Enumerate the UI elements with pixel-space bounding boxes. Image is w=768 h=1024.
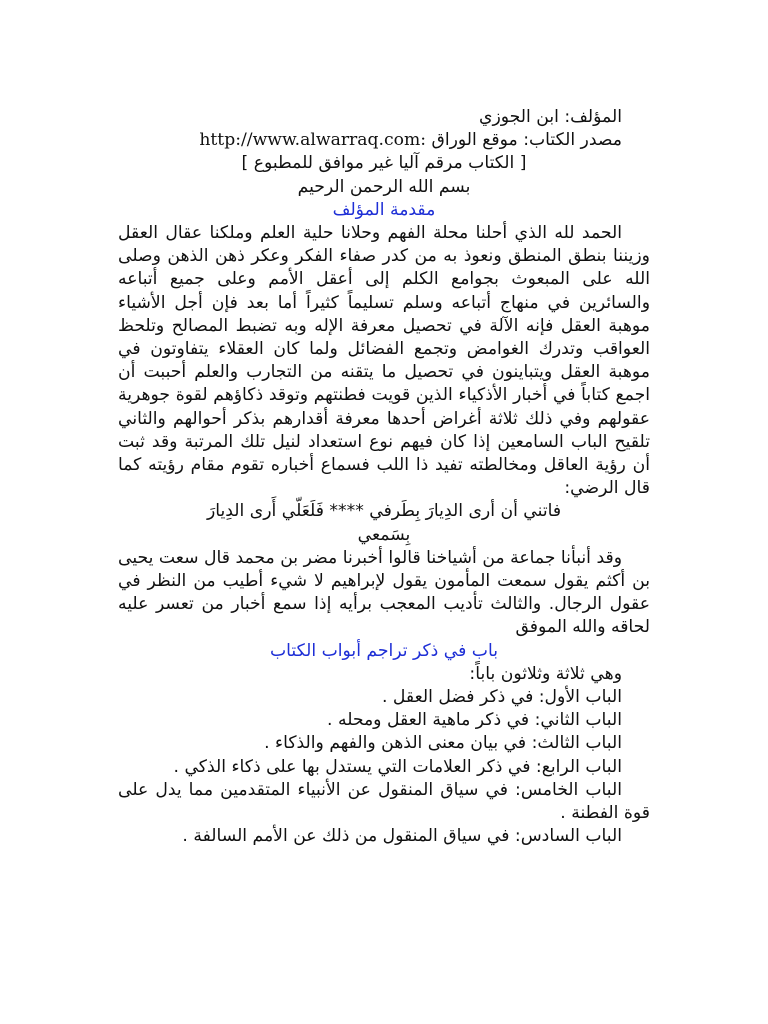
source-line bbox=[118, 129, 650, 152]
digitization-note: [ الكتاب مرقم آليا غير موافق للمطبوع ] bbox=[241, 153, 527, 174]
basmala: بسم الله الرحمن الرحيم bbox=[297, 176, 471, 197]
verse-line-2: بِسَمعي bbox=[357, 524, 411, 545]
verse-line-1: فاتني أن أرى الدِيارَ بِطَرفي **** فَلَعَلّي أَرى الدِيارَ bbox=[206, 501, 562, 522]
chapter-item: الباب الأول: في ذكر فضل العقل . bbox=[381, 687, 622, 708]
chapter-item: الباب الثالث: في بيان معنى الذهن والفهم والذكاء . bbox=[264, 733, 622, 754]
intro-title[interactable]: مقدمة المؤلف bbox=[332, 199, 436, 220]
chapters-section-title[interactable]: باب في ذكر تراجم أبواب الكتاب bbox=[270, 640, 498, 661]
chapter-item: الباب الخامس: في سياق المنقول عن الأنبياء المتقدمين مما يدل على قوة الفطنة . bbox=[118, 779, 650, 824]
document-page bbox=[118, 106, 650, 849]
source-label: مصدر الكتاب: موقع الوراق bbox=[431, 130, 622, 151]
author-line: المؤلف: ابن الجوزي bbox=[479, 107, 622, 127]
chapter-item: الباب الثاني: في ذكر ماهية العقل ومحله . bbox=[327, 710, 622, 731]
source-url[interactable]: http://www.alwarraq.com: bbox=[199, 130, 427, 151]
chapter-item: الباب السادس: في سياق المنقول من ذلك عن الأمم السالفة . bbox=[182, 826, 622, 847]
chapters-count-line: وهي ثلاثة وثلاثون باباً: bbox=[469, 663, 622, 684]
chapter-item: الباب الرابع: في ذكر العلامات التي يستدل بها على ذكاء الذكي . bbox=[173, 756, 622, 777]
intro-paragraph-2: وقد أنبأنا جماعة من أشياخنا قالوا أخبرنا مضر بن محمد قال سعت يحيى بن أكثم يقول سمعت المأمون يقول لإبراهيم لا شيء أطيب من النظر في عقول الرجال. والثالث تأديب المعجب برأيه إذا سمع أخبار من تعسر عليه لحاقه والله الموفق bbox=[118, 547, 650, 638]
intro-paragraph: الحمد لله الذي أحلنا محلة الفهم وحلانا حلية العلم وملكنا عقال العقل وزيننا بنطق المنطق ونعوذ به من كدر صفاء الفكر وعكر ذهن الذهن وصلى الله على المبعوث بجوامع الكلم إلى أعقل الأمم وعلى جميع أتباعه والسائرين في منهاج أتباعه وسلم تسليماً كثيراً أما بعد فإن أجل الأشياء موهبة العقل فإنه الآلة في تحصيل معرفة الإله وبه تضبط المصالح وتلحظ العواقب وتدرك الغوامض وتجمع الفضائل ولما كان العقلاء يتفاوتون في موهبة العقل ويتباينون في تحصيل ما يتقنه من التجارب والعلم أحببت أن اجمع كتاباً في أخبار الأذكياء الذين قويت فطنتهم وتوقد ذكاؤهم لقوة جوهرية عقولهم وفي ذلك ثلاثة أغراض أحدها معرفة أقدارهم بذكر أحوالهم والثاني تلقيح الباب السامعين إذا كان فيهم نوع استعداد لنيل تلك المرتبة وقد ثبت أن رؤية العاقل ومخالطته تفيد ذا اللب فسماع أخباره تقوم مقام رؤيته كما قال الرضي: bbox=[118, 223, 650, 499]
